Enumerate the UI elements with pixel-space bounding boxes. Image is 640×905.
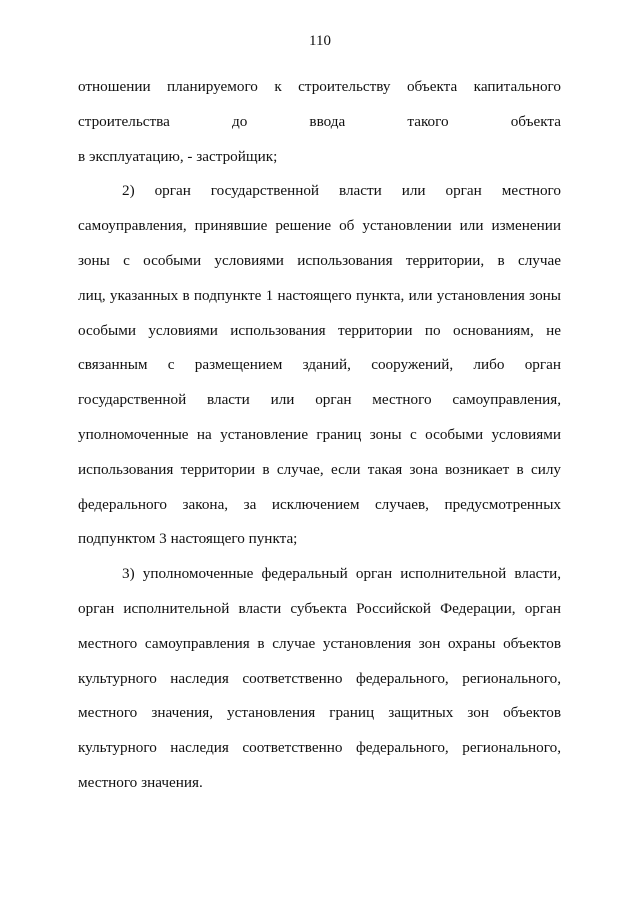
text-line: особыми условиями использования территории по основаниям, не (78, 321, 561, 339)
text-line: лиц, указанных в подпункте 1 настоящего пункта, или установления зоны (78, 286, 561, 304)
text-line: культурного наследия соответственно федерального, регионального, (78, 739, 561, 757)
page-number: 110 (309, 33, 331, 49)
paragraph-2-first-line: 2) орган государственной власти или орган местного (122, 182, 561, 200)
text-line: в эксплуатацию, - застройщик; (78, 147, 278, 165)
text-line: подпунктом 3 настоящего пункта; (78, 530, 298, 548)
text-line: местного значения, установления границ защитных зон объектов (78, 704, 561, 722)
text-line: местного значения. (78, 773, 203, 791)
text-line: государственной власти или орган местного самоуправления, (78, 391, 561, 409)
text-line: орган исполнительной власти субъекта Российской Федерации, орган (78, 599, 561, 617)
text-line: зоны с особыми условиями использования территории, в случае (78, 251, 561, 269)
text-line: уполномоченные на установление границ зоны с особыми условиями (78, 425, 561, 443)
paragraph-3-first-line: 3) уполномоченные федеральный орган исполнительной власти, (122, 565, 561, 583)
text-line: отношении планируемого к строительству объекта капитального (78, 78, 561, 95)
text-line: строительства до ввода такого объекта (78, 112, 561, 130)
text-line: местного самоуправления в случае установления зон охраны объектов (78, 634, 561, 652)
text-line: связанным с размещением зданий, сооружений, либо орган (78, 356, 561, 374)
text-line: культурного наследия соответственно федерального, регионального, (78, 669, 561, 687)
text-line: федерального закона, за исключением случаев, предусмотренных (78, 495, 561, 513)
document-body (78, 70, 561, 801)
text-line: использования территории в случае, если такая зона возникает в силу (78, 460, 561, 478)
text-line: самоуправления, принявшие решение об установлении или изменении (78, 217, 561, 235)
